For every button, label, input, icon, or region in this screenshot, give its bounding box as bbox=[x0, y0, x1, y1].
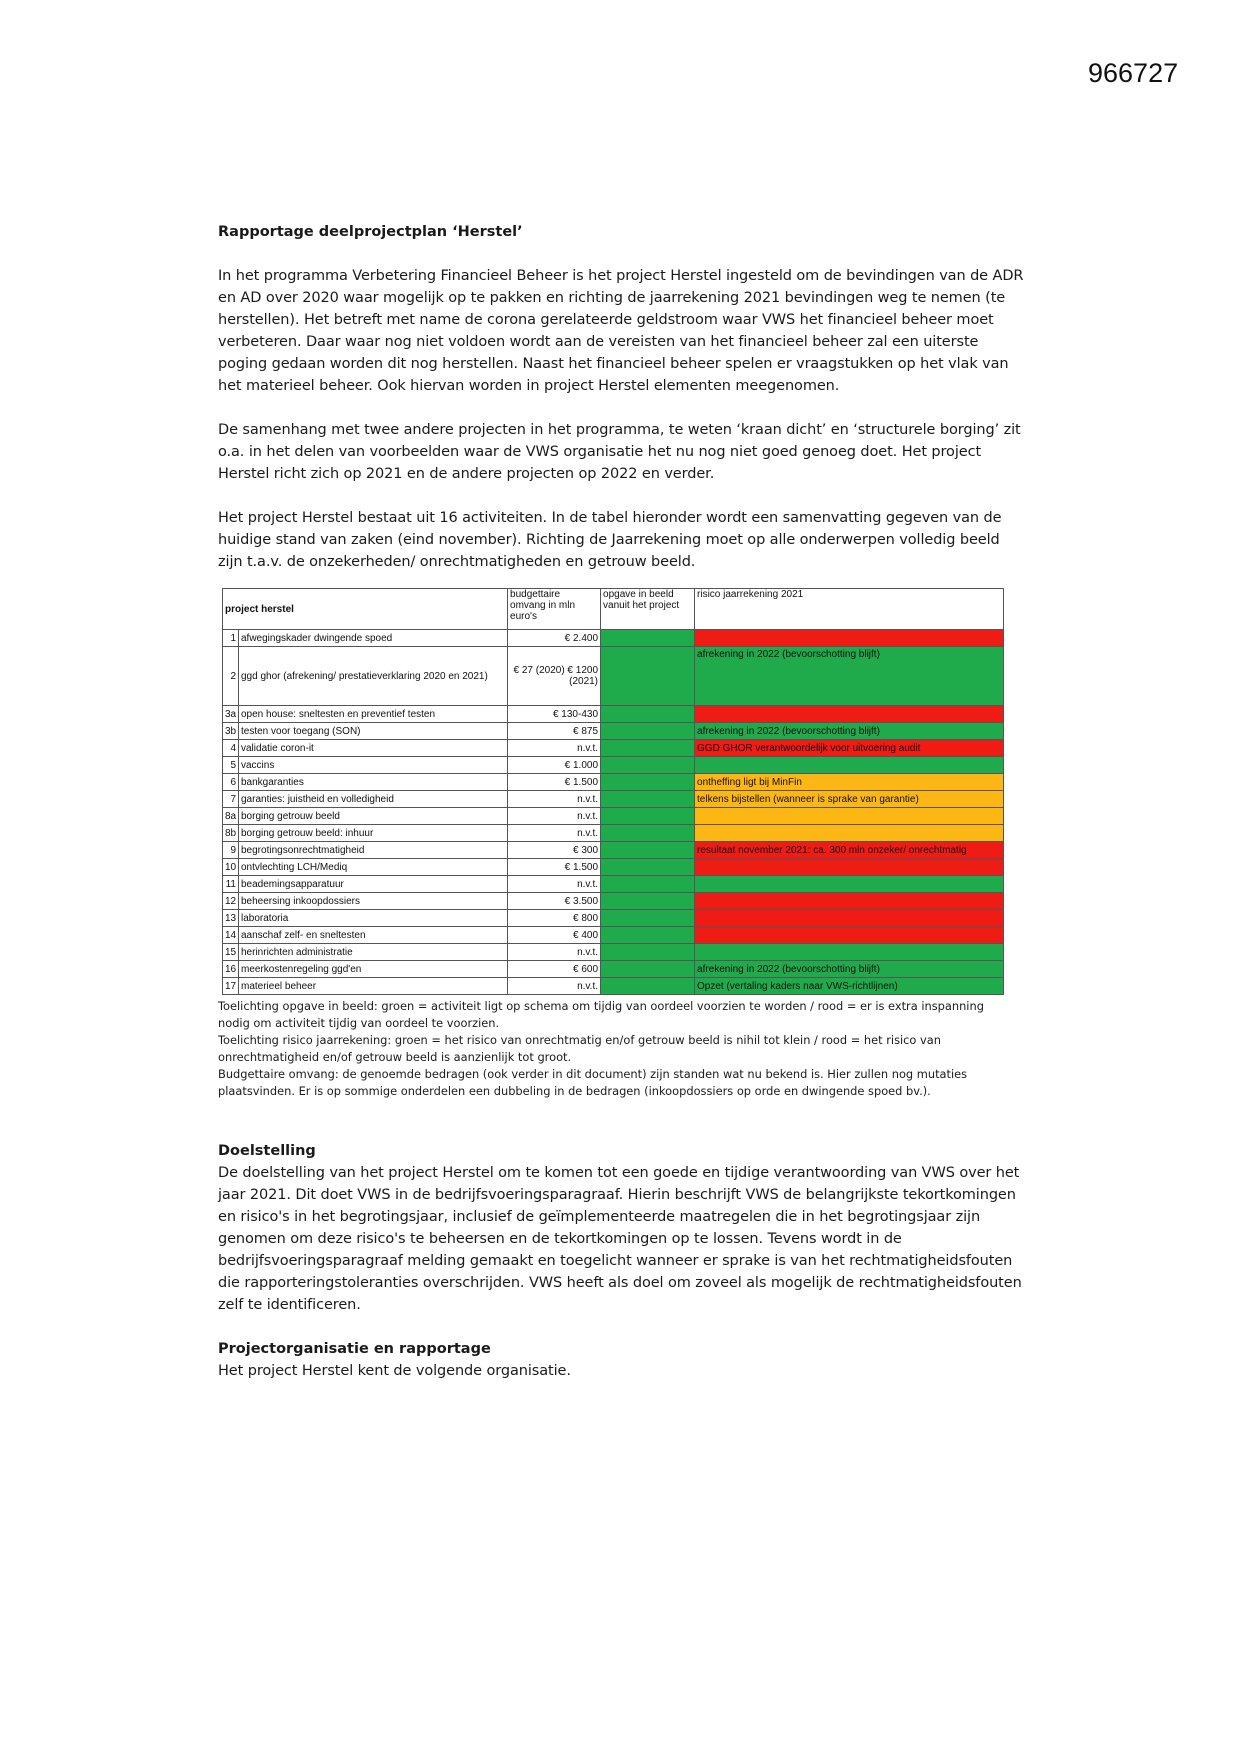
row-budget: € 130-430 bbox=[508, 706, 601, 723]
row-activity: open house: sneltesten en preventief testen bbox=[239, 706, 508, 723]
row-risico-status bbox=[695, 706, 1004, 723]
header-budget: budgettaire omvang in mln euro's bbox=[508, 589, 601, 630]
row-number: 6 bbox=[223, 774, 239, 791]
row-opgave-status bbox=[601, 961, 695, 978]
row-activity: borging getrouw beeld: inhuur bbox=[239, 825, 508, 842]
row-number: 15 bbox=[223, 944, 239, 961]
row-activity: herinrichten administratie bbox=[239, 944, 508, 961]
row-risico-status: afrekening in 2022 (bevoorschotting blijft) bbox=[695, 961, 1004, 978]
row-budget: n.v.t. bbox=[508, 876, 601, 893]
row-activity: ontvlechting LCH/Mediq bbox=[239, 859, 508, 876]
row-budget: n.v.t. bbox=[508, 978, 601, 995]
row-budget: € 1.500 bbox=[508, 774, 601, 791]
row-number: 8b bbox=[223, 825, 239, 842]
row-budget: € 1.500 bbox=[508, 859, 601, 876]
row-opgave-status bbox=[601, 927, 695, 944]
project-status-table bbox=[222, 588, 1004, 995]
row-activity: materieel beheer bbox=[239, 978, 508, 995]
row-activity: vaccins bbox=[239, 757, 508, 774]
row-budget: n.v.t. bbox=[508, 808, 601, 825]
table-header-row bbox=[223, 589, 1004, 630]
row-risico-status bbox=[695, 757, 1004, 774]
row-number: 3b bbox=[223, 723, 239, 740]
row-activity: testen voor toegang (SON) bbox=[239, 723, 508, 740]
intro-paragraph-3: Het project Herstel bestaat uit 16 activiteiten. In de tabel hieronder wordt een samenvatting gegeven van de huidige stand van zaken (eind november). Richting de Jaarrekening moet op alle onderwerpen volledig beeld zijn t.a.v. de onzekerheden/ onrechtmatigheden en getrouw beeld. bbox=[218, 510, 1002, 570]
row-opgave-status bbox=[601, 893, 695, 910]
row-budget: € 875 bbox=[508, 723, 601, 740]
document-number: 966727 bbox=[1088, 58, 1179, 88]
row-number: 10 bbox=[223, 859, 239, 876]
row-opgave-status bbox=[601, 842, 695, 859]
row-risico-status bbox=[695, 893, 1004, 910]
note-risico: Toelichting risico jaarrekening: groen = het risico van onrechtmatig en/of getrouw beeld is nihil tot klein / rood = het risico van onrechtmatigheid en/of getrouw beeld is aanzienlijk tot groot. bbox=[218, 1033, 941, 1064]
row-number: 7 bbox=[223, 791, 239, 808]
doelstelling-text: De doelstelling van het project Herstel om te komen tot een goede en tijdige verantwoording van VWS over het jaar 2021. Dit doet VWS in de bedrijfsvoeringsparagraaf. Hierin beschrijft VWS de belangrijkste tekortkomingen en risico's in het begrotingsjaar, inclusief de geïmplementeerde maatregelen die in het begrotingsjaar zijn genomen om deze risico's te beheersen en de tekortkomingen op te lossen. Tevens wordt in de bedrijfsvoeringsparagraaf melding gemaakt en toegelicht wanneer er sprake is van het rechtmatigheidsfouten die rapporteringstoleranties overschrijden. VWS heeft als doel om zoveel als mogelijk de rechtmatigheidsfouten zelf te identificeren. bbox=[218, 1165, 1022, 1313]
doelstelling-section bbox=[218, 1140, 1028, 1382]
row-opgave-status bbox=[601, 825, 695, 842]
row-opgave-status bbox=[601, 723, 695, 740]
row-risico-status: afrekening in 2022 (bevoorschotting blijft) bbox=[695, 647, 1004, 706]
header-project: project herstel bbox=[223, 589, 508, 630]
row-budget: € 300 bbox=[508, 842, 601, 859]
row-number: 5 bbox=[223, 757, 239, 774]
row-opgave-status bbox=[601, 978, 695, 995]
table-row bbox=[223, 774, 1004, 791]
intro-section bbox=[218, 221, 1028, 573]
row-opgave-status bbox=[601, 944, 695, 961]
row-budget: € 27 (2020) € 1200 (2021) bbox=[508, 647, 601, 706]
row-budget: n.v.t. bbox=[508, 740, 601, 757]
header-opgave: opgave in beeld vanuit het project bbox=[601, 589, 695, 630]
row-opgave-status bbox=[601, 910, 695, 927]
row-activity: beheersing inkoopdossiers bbox=[239, 893, 508, 910]
row-activity: validatie coron-it bbox=[239, 740, 508, 757]
row-risico-status: ontheffing ligt bij MinFin bbox=[695, 774, 1004, 791]
row-activity: begrotingsonrechtmatigheid bbox=[239, 842, 508, 859]
row-activity: afwegingskader dwingende spoed bbox=[239, 630, 508, 647]
row-number: 9 bbox=[223, 842, 239, 859]
row-budget: € 600 bbox=[508, 961, 601, 978]
row-number: 1 bbox=[223, 630, 239, 647]
row-budget: € 2.400 bbox=[508, 630, 601, 647]
table-row bbox=[223, 706, 1004, 723]
table-row bbox=[223, 808, 1004, 825]
row-number: 8a bbox=[223, 808, 239, 825]
row-budget: n.v.t. bbox=[508, 825, 601, 842]
table-row bbox=[223, 791, 1004, 808]
row-number: 2 bbox=[223, 647, 239, 706]
row-activity: ggd ghor (afrekening/ prestatieverklaring 2020 en 2021) bbox=[239, 647, 508, 706]
doelstelling-heading: Doelstelling bbox=[218, 1143, 316, 1159]
row-activity: borging getrouw beeld bbox=[239, 808, 508, 825]
table-row bbox=[223, 647, 1004, 706]
table-row bbox=[223, 859, 1004, 876]
table-row bbox=[223, 757, 1004, 774]
row-opgave-status bbox=[601, 740, 695, 757]
row-opgave-status bbox=[601, 630, 695, 647]
table-row bbox=[223, 944, 1004, 961]
row-risico-status bbox=[695, 927, 1004, 944]
row-activity: aanschaf zelf- en sneltesten bbox=[239, 927, 508, 944]
row-opgave-status bbox=[601, 808, 695, 825]
row-budget: € 1.000 bbox=[508, 757, 601, 774]
table-row bbox=[223, 978, 1004, 995]
row-number: 11 bbox=[223, 876, 239, 893]
row-activity: beademingsapparatuur bbox=[239, 876, 508, 893]
row-number: 13 bbox=[223, 910, 239, 927]
table-row bbox=[223, 740, 1004, 757]
note-budget: Budgettaire omvang: de genoemde bedragen (ook verder in dit document) zijn standen wat nu bekend is. Hier zullen nog mutaties plaatsvinden. Er is op sommige onderdelen een dubbeling in de bedragen (inkoopdossiers op orde en dwingende spoed bv.). bbox=[218, 1067, 968, 1098]
row-number: 14 bbox=[223, 927, 239, 944]
row-opgave-status bbox=[601, 859, 695, 876]
row-risico-status bbox=[695, 876, 1004, 893]
table-notes bbox=[218, 998, 1018, 1100]
row-number: 16 bbox=[223, 961, 239, 978]
row-number: 4 bbox=[223, 740, 239, 757]
row-risico-status: GGD GHOR verantwoordelijk voor uitvoering audit bbox=[695, 740, 1004, 757]
header-risico: risico jaarrekening 2021 bbox=[695, 589, 1004, 630]
table-row bbox=[223, 825, 1004, 842]
row-activity: laboratoria bbox=[239, 910, 508, 927]
row-activity: bankgaranties bbox=[239, 774, 508, 791]
row-opgave-status bbox=[601, 876, 695, 893]
row-budget: € 400 bbox=[508, 927, 601, 944]
table-row bbox=[223, 630, 1004, 647]
row-budget: n.v.t. bbox=[508, 944, 601, 961]
row-risico-status bbox=[695, 859, 1004, 876]
row-activity: garanties: juistheid en volledigheid bbox=[239, 791, 508, 808]
row-number: 17 bbox=[223, 978, 239, 995]
row-activity: meerkostenregeling ggd'en bbox=[239, 961, 508, 978]
row-opgave-status bbox=[601, 706, 695, 723]
row-risico-status bbox=[695, 808, 1004, 825]
row-risico-status bbox=[695, 944, 1004, 961]
organisatie-heading: Projectorganisatie en rapportage bbox=[218, 1341, 491, 1357]
row-budget: n.v.t. bbox=[508, 791, 601, 808]
row-number: 3a bbox=[223, 706, 239, 723]
row-opgave-status bbox=[601, 791, 695, 808]
table-row bbox=[223, 927, 1004, 944]
row-risico-status: resultaat november 2021: ca. 300 mln onzeker/ onrechtmatig bbox=[695, 842, 1004, 859]
row-risico-status bbox=[695, 630, 1004, 647]
organisatie-text: Het project Herstel kent de volgende organisatie. bbox=[218, 1363, 571, 1379]
row-risico-status: afrekening in 2022 (bevoorschotting blijft) bbox=[695, 723, 1004, 740]
row-number: 12 bbox=[223, 893, 239, 910]
row-budget: € 3.500 bbox=[508, 893, 601, 910]
row-risico-status: telkens bijstellen (wanneer is sprake van garantie) bbox=[695, 791, 1004, 808]
row-opgave-status bbox=[601, 647, 695, 706]
table-row bbox=[223, 842, 1004, 859]
row-opgave-status bbox=[601, 774, 695, 791]
table-row bbox=[223, 893, 1004, 910]
row-risico-status bbox=[695, 910, 1004, 927]
page-title: Rapportage deelprojectplan ‘Herstel’ bbox=[218, 224, 523, 240]
table-row bbox=[223, 723, 1004, 740]
intro-paragraph-1: In het programma Verbetering Financieel Beheer is het project Herstel ingesteld om de bevindingen van de ADR en AD over 2020 waar mogelijk op te pakken en richting de jaarrekening 2021 bevindingen weg te nemen (te herstellen). Het betreft met name de corona gerelateerde geldstroom waar VWS het financieel beheer moet verbeteren. Daar waar nog niet voldoen wordt aan de vereisten van het financieel beheer zal een uiterste poging gedaan worden dit nog herstellen. Naast het financieel beheer spelen er vraagstukken op het vlak van het materieel beheer. Ook hiervan worden in project Herstel elementen meegenomen. bbox=[218, 268, 1024, 394]
table-row bbox=[223, 876, 1004, 893]
row-risico-status: Opzet (vertaling kaders naar VWS-richtlijnen) bbox=[695, 978, 1004, 995]
row-risico-status bbox=[695, 825, 1004, 842]
row-budget: € 800 bbox=[508, 910, 601, 927]
row-opgave-status bbox=[601, 757, 695, 774]
note-opgave: Toelichting opgave in beeld: groen = activiteit ligt op schema om tijdig van oordeel voorzien te worden / rood = er is extra inspanning nodig om activiteit tijdig van oordeel te voorzien. bbox=[218, 999, 984, 1030]
table-row bbox=[223, 910, 1004, 927]
intro-paragraph-2: De samenhang met twee andere projecten in het programma, te weten ‘kraan dicht’ en ‘structurele borging’ zit o.a. in het delen van voorbeelden waar de VWS organisatie het nu nog niet goed genoeg doet. Het project Herstel richt zich op 2021 en de andere projecten op 2022 en verder. bbox=[218, 422, 1021, 482]
table-row bbox=[223, 961, 1004, 978]
